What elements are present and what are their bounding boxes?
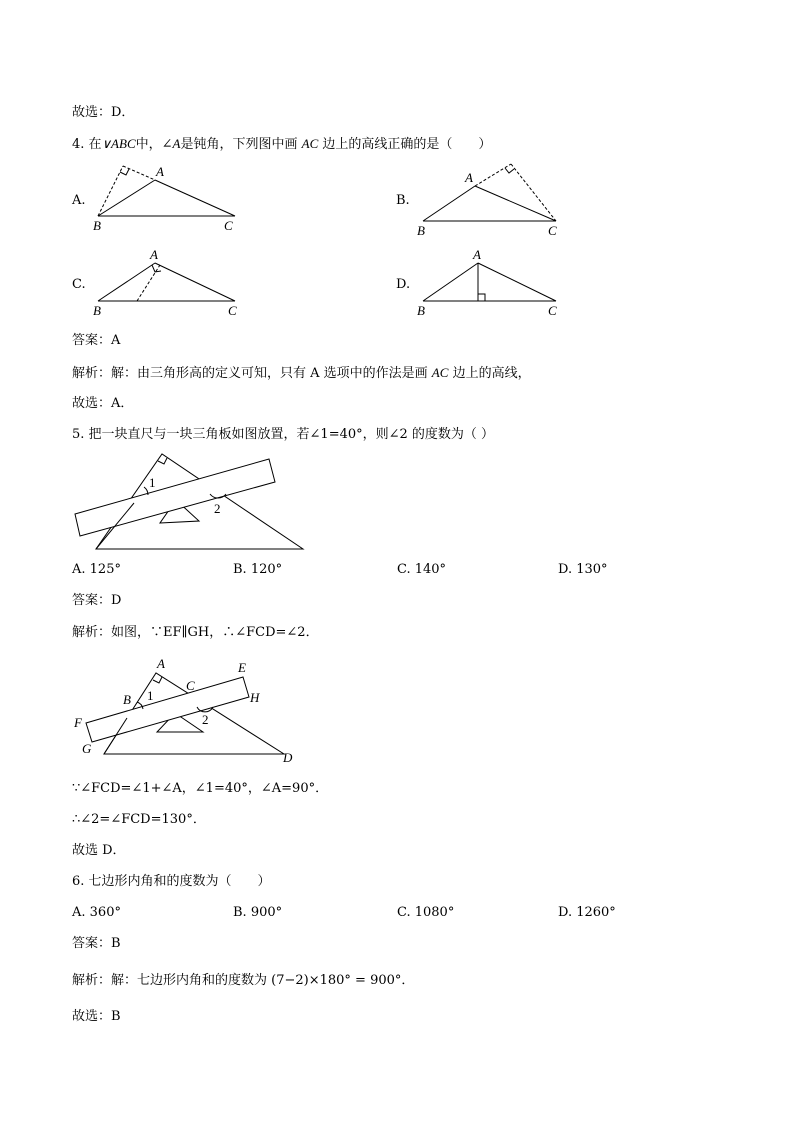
q6-analysis: 解析：解：七边形内角和的度数为 (7−2)×180° = 900°．: [72, 973, 415, 988]
q4-stem-end: 边上的高线正确的是（ ）: [322, 137, 492, 152]
q5-option-a: A. 125°: [72, 562, 121, 577]
q4a-label-a: A: [156, 164, 164, 179]
q5f-label-b: B: [123, 692, 131, 707]
q5-step-2: ∴∠2=∠FCD=130°．: [72, 812, 206, 827]
q6-option-b: B. 900°: [233, 905, 283, 920]
q5-option-d: D. 130°: [558, 562, 608, 577]
q5-angle-1-label: 1: [149, 475, 156, 490]
q4-stem-triangle: ∨ABC: [101, 136, 136, 151]
q4-stem-side: AC: [301, 136, 319, 151]
q4b-label-c: C: [548, 223, 557, 238]
q4c-label-b: B: [93, 303, 101, 318]
q4d-label-a: A: [473, 247, 481, 262]
q4-answer: 答案：A: [72, 333, 121, 348]
q5-step-1: ∵∠FCD=∠1+∠A，∠1=40°，∠A=90°．: [72, 781, 329, 796]
q4-option-d-label: D.: [396, 277, 411, 292]
q4d-label-b: B: [417, 303, 425, 318]
q4-analysis-end: 边上的高线，: [452, 366, 531, 381]
q4-analysis-prefix: 解析：解：由三角形高的定义可知，只有 A 选项中的作法是画: [72, 366, 428, 381]
q4c-label-c: C: [228, 303, 237, 318]
q5-option-b: B. 120°: [233, 562, 283, 577]
q4-analysis-side: AC: [431, 365, 449, 380]
q6-option-c: C. 1080°: [397, 905, 455, 920]
q6-option-a: A. 360°: [72, 905, 121, 920]
q5f-label-e: E: [238, 660, 246, 675]
q6-option-d: D. 1260°: [558, 905, 616, 920]
q4a-label-c: C: [224, 218, 233, 233]
q5-option-c: C. 140°: [397, 562, 447, 577]
q4-stem-mid: 中，∠: [135, 137, 173, 152]
q5f-right-angle-mark: [153, 677, 162, 683]
q5f-angle-2-label: 2: [202, 712, 209, 727]
q4b-label-a: A: [465, 170, 473, 185]
q5-angle-2-label: 2: [214, 501, 221, 516]
q5-conclusion: 故选 D．: [72, 843, 126, 858]
q4-stem-angle: A: [172, 136, 181, 151]
q4a-label-b: B: [93, 218, 101, 233]
q5f-label-f: F: [74, 715, 82, 730]
q4-stem-prefix: 4. 在: [72, 137, 102, 152]
q5f-label-h: H: [250, 690, 260, 705]
q4c-label-a: A: [150, 247, 158, 262]
q4-stem-mid2: 是钝角，下列图中画: [180, 137, 298, 152]
q4-option-c-label: C.: [72, 277, 86, 292]
prev-conclusion: 故选：D．: [72, 105, 135, 120]
q4-option-b-label: B.: [396, 193, 410, 208]
q5f-angle-1-label: 1: [147, 688, 154, 703]
q6-answer: 答案：B: [72, 936, 121, 951]
q5f-label-c: C: [186, 678, 195, 693]
q5-stem: 5. 把一块直尺与一块三角板如图放置，若∠1=40°，则∠2 的度数为（ ）: [72, 427, 495, 442]
q5-analysis: 解析：如图，∵EF∥GH，∴∠FCD=∠2．: [72, 625, 319, 640]
q5-answer: 答案：D: [72, 593, 122, 608]
q6-conclusion: 故选：B: [72, 1009, 121, 1024]
q4d-label-c: C: [548, 303, 557, 318]
q4-option-a-label: A.: [72, 193, 86, 208]
q5f-label-g: G: [82, 741, 92, 756]
q4-conclusion: 故选：A．: [72, 396, 134, 411]
q5f-label-a: A: [157, 656, 165, 671]
q5f-label-d: D: [283, 750, 293, 765]
q6-stem: 6. 七边形内角和的度数为（ ）: [72, 874, 271, 889]
q4b-label-b: B: [417, 223, 425, 238]
